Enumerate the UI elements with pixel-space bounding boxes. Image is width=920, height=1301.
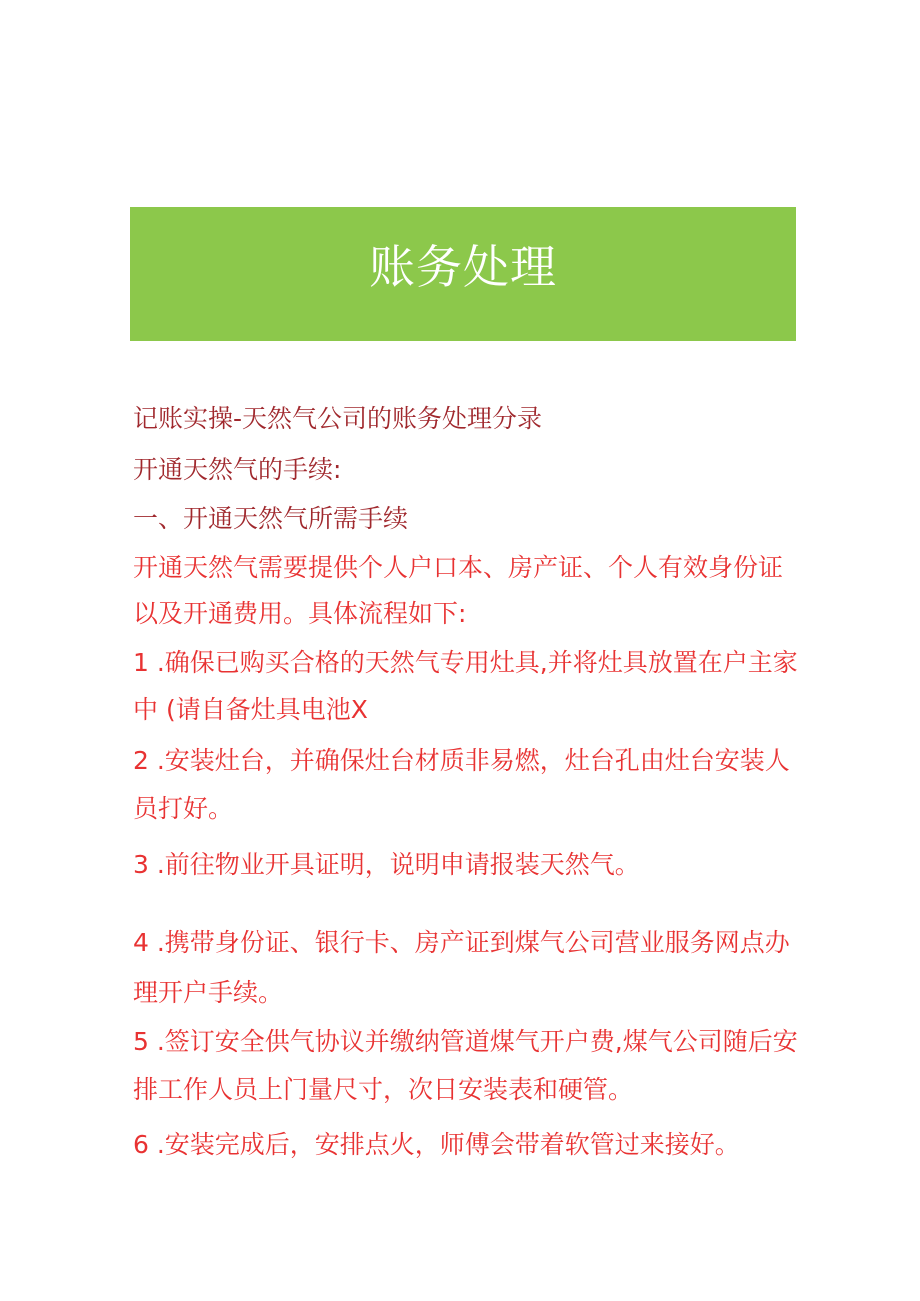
step-1-line: 1 .确保已购买合格的天然气专用灶具,并将灶具放置在户主家 xyxy=(133,648,798,677)
step-6-line: 6 .安装完成后，安排点火，师傅会带着软管过来接好。 xyxy=(133,1130,740,1159)
document-heading: 记账实操-天然气公司的账务处理分录 xyxy=(133,404,543,433)
step-2-line: 员打好。 xyxy=(133,794,234,823)
page-title: 账务处理 xyxy=(369,240,557,294)
step-2-line: 2 .安装灶台，并确保灶台材质非易燃，灶台孔由灶台安装人 xyxy=(133,746,790,775)
step-5-line: 5 .签订安全供气协议并缴纳管道煤气开户费,煤气公司随后安 xyxy=(133,1027,798,1056)
document-subheading: 开通天然气的手续: xyxy=(133,455,342,484)
intro-paragraph-line: 以及开通费用。具体流程如下: xyxy=(133,599,467,628)
step-4-line: 理开户手续。 xyxy=(133,978,284,1007)
step-1-line: 中 (请自备灶具电池X xyxy=(133,695,368,724)
intro-paragraph-line: 开通天然气需要提供个人户口本、房产证、个人有效身份证 xyxy=(133,553,784,582)
step-3-line: 3 .前往物业开具证明，说明申请报装天然气。 xyxy=(133,850,640,879)
step-4-line: 4 .携带身份证、银行卡、房产证到煤气公司营业服务网点办 xyxy=(133,928,790,957)
title-banner xyxy=(130,207,796,341)
section-title: 一、开通天然气所需手续 xyxy=(133,504,409,533)
step-5-line: 排工作人员上门量尺寸，次日安装表和硬管。 xyxy=(133,1075,634,1104)
